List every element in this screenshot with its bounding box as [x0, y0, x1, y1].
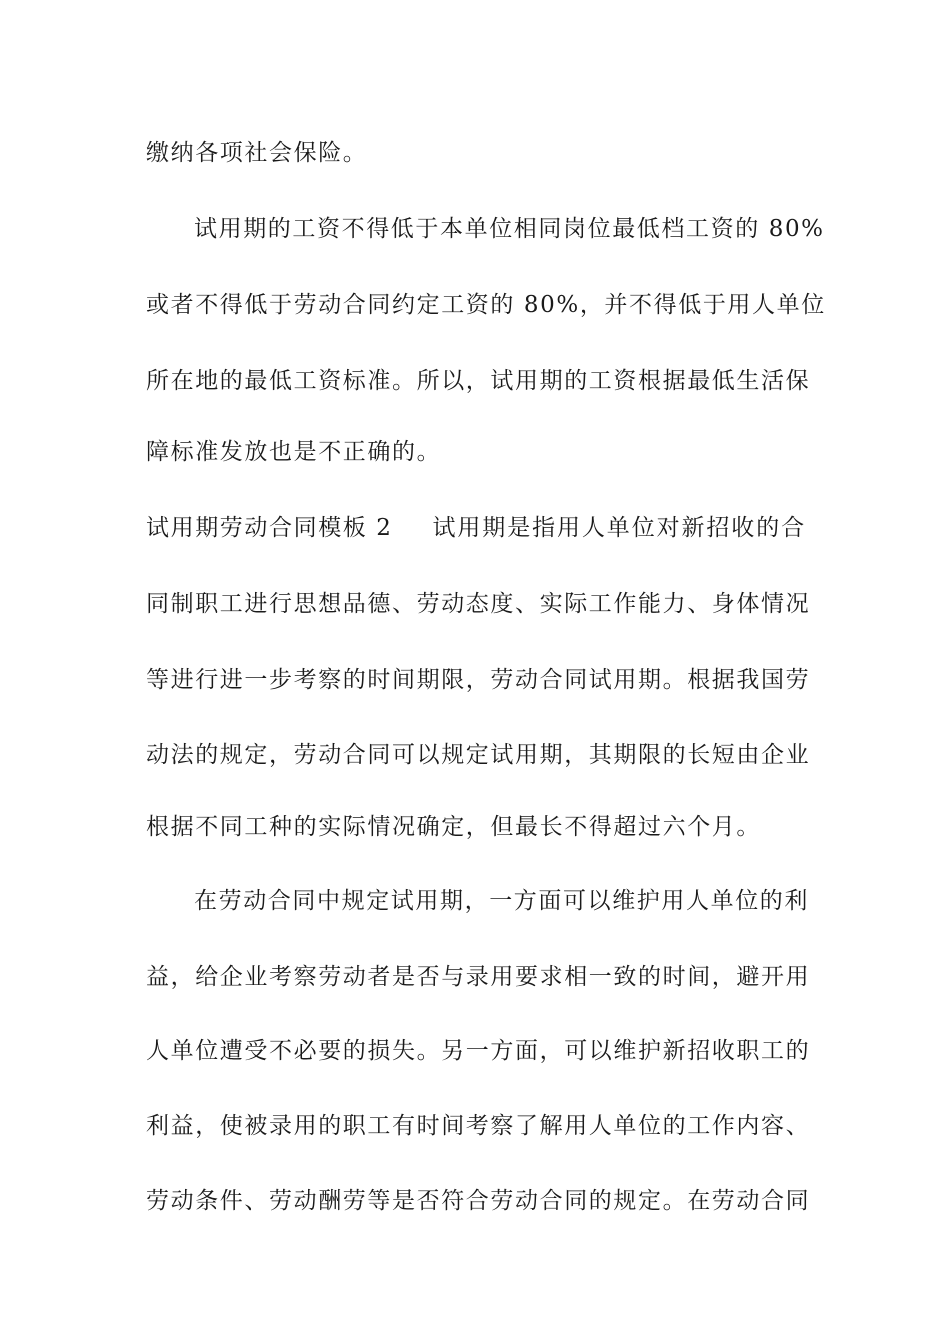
text-line: 利益，使被录用的职工有时间考察了解用人单位的工作内容、 [146, 1113, 811, 1139]
text-line: 障标准发放也是不正确的。 [146, 439, 442, 465]
text-line: 同制职工进行思想品德、劳动态度、实际工作能力、身体情况 [146, 591, 811, 617]
text-line: 劳动条件、劳动酬劳等是否符合劳动合同的规定。在劳动合同 [146, 1188, 811, 1214]
text-line: 缴纳各项社会保险。 [146, 140, 368, 166]
text-line: 益，给企业考察劳动者是否与录用要求相一致的时间，避开用 [146, 964, 811, 990]
text-line: 试用期是指用人单位对新招收的合 [432, 515, 806, 541]
text-line: 所在地的最低工资标准。所以，试用期的工资根据最低生活保 [146, 368, 811, 394]
section-heading-line [146, 513, 806, 543]
text-line: 根据不同工种的实际情况确定，但最长不得超过六个月。 [146, 814, 761, 840]
text-line: 在劳动合同中规定试用期，一方面可以维护用人单位的利 [194, 888, 809, 914]
text-line: 或者不得低于劳动合同约定工资的 80%，并不得低于用人单位 [146, 292, 826, 318]
section-title: 试用期劳动合同模板 2 [146, 515, 393, 541]
text-line: 等进行进一步考察的时间期限，劳动合同试用期。根据我国劳 [146, 667, 811, 693]
text-line: 人单位遭受不必要的损失。另一方面，可以维护新招收职工的 [146, 1038, 811, 1064]
text-line: 试用期的工资不得低于本单位相同岗位最低档工资的 80% [194, 216, 825, 242]
text-line: 动法的规定，劳动合同可以规定试用期，其期限的长短由企业 [146, 742, 811, 768]
